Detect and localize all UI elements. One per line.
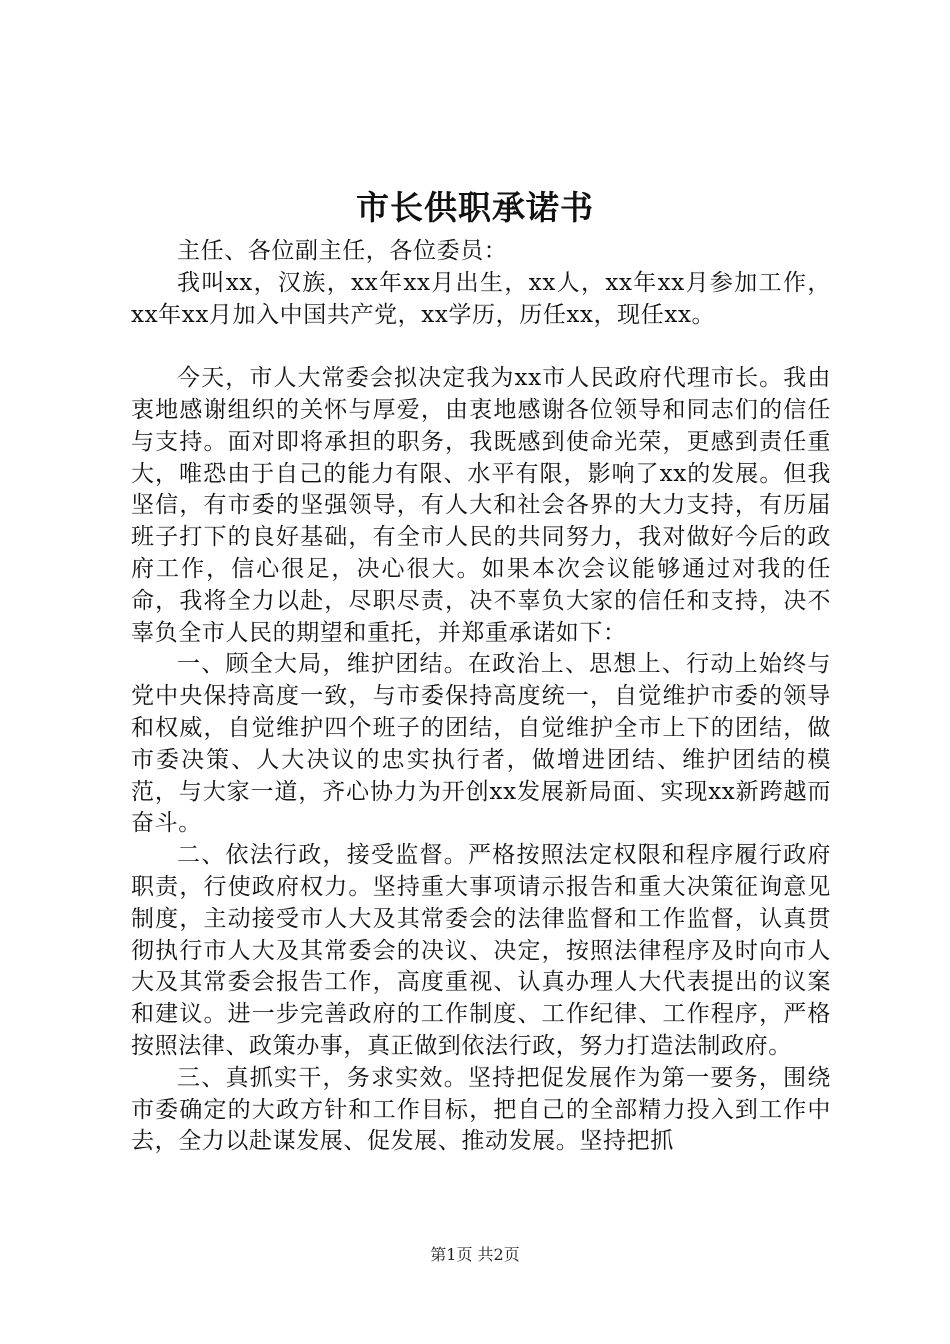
- salutation: 主任、各位副主任，各位委员：: [177, 238, 508, 264]
- paragraph-spacer: [131, 331, 831, 363]
- paragraph-today: 今天，市人大常委会拟决定我为xx市人民政府代理市长。我由衷地感谢组织的关怀与厚爱，由衷地感谢各位领导和同志们的信任与支持。面对即将承担的职务，我既感到使命光荣，更感到责任重大，唯恐由于自己的能力有限、水平有限，影响了xx的发展。但我坚信，有市委的坚强领导，有人大和社会各界的大力支持，有历届班子打下的良好基础，有全市人民的共同努力，我对做好今后的政府工作，信心很足，决心很大。如果本次会议能够通过对我的任命，我将全力以赴，尽职尽责，决不辜负大家的信任和支持，决不辜负全市人民的期望和重托，并郑重承诺如下：: [131, 365, 831, 646]
- paragraph-intro: 我叫xx，汉族，xx年xx月出生，xx人，xx年xx月参加工作，xx年xx月加入中国共产党，xx学历，历任xx，现任xx。: [131, 269, 831, 328]
- document-body: [131, 236, 831, 1158]
- document-title: 市长供职承诺书: [356, 188, 594, 227]
- paragraph-point-3: 三、真抓实干，务求实效。坚持把促发展作为第一要务，围绕市委确定的大政方针和工作目标，把自己的全部精力投入到工作中去，全力以赴谋发展、促发展、推动发展。坚持把抓: [131, 1064, 831, 1155]
- paragraph-point-2: 二、依法行政，接受监督。严格按照法定权限和程序履行政府职责，行使政府权力。坚持重大事项请示报告和重大决策征询意见制度，主动接受市人大及其常委会的法律监督和工作监督，认真贯彻执行市人大及其常委会的决议、决定，按照法律程序及时向市人大及其常委会报告工作，高度重视、认真办理人大代表提出的议案和建议。进一步完善政府的工作制度、工作纪律、工作程序，严格按照法律、政策办事，真正做到依法行政，努力打造法制政府。: [131, 842, 831, 1059]
- paragraph-point-1: 一、顾全大局，维护团结。在政治上、思想上、行动上始终与党中央保持高度一致，与市委保持高度统一，自觉维护市委的领导和权威，自觉维护四个班子的团结，自觉维护全市上下的团结，做市委决策、人大决议的忠实执行者，做增进团结、维护团结的模范，与大家一道，齐心协力为开创xx发展新局面、实现xx新跨越而奋斗。: [131, 651, 831, 837]
- page-footer: 第1页 共2页: [430, 1245, 520, 1264]
